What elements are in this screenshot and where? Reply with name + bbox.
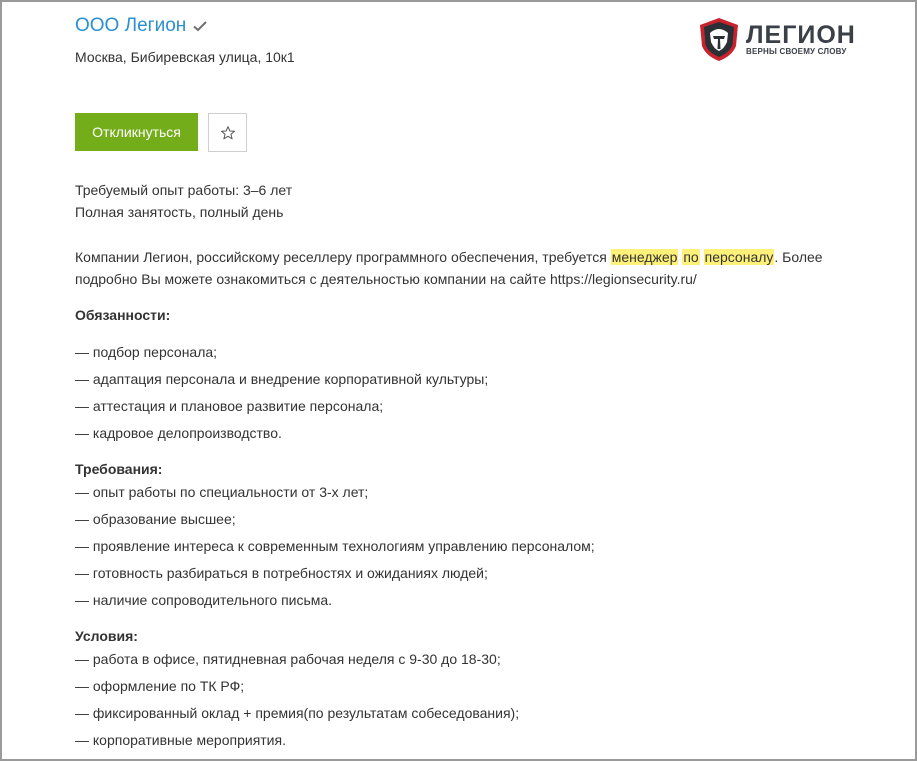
logo-slogan: ВЕРНЫ СВОЕМУ СЛОВУ bbox=[746, 47, 847, 56]
highlight-term: по bbox=[683, 249, 699, 265]
company-logo bbox=[696, 16, 856, 62]
list-item: — образование высшее; bbox=[75, 506, 595, 533]
conditions-list bbox=[75, 646, 519, 754]
verified-check-icon bbox=[192, 18, 208, 34]
vacancy-meta bbox=[75, 179, 292, 223]
vacancy-description bbox=[75, 246, 865, 290]
list-item: — проявление интереса к современным технологиям управлению персоналом; bbox=[75, 533, 595, 560]
logo-name: ЛЕГИОН bbox=[746, 21, 856, 49]
list-item: — готовность разбираться в потребностях и ожиданиях людей; bbox=[75, 560, 595, 587]
duties-heading: Обязанности: bbox=[75, 307, 171, 323]
company-header bbox=[75, 15, 208, 37]
list-item: — кадровое делопроизводство. bbox=[75, 420, 488, 447]
employment-text: Полная занятость, полный день bbox=[75, 204, 284, 220]
respond-button[interactable]: Откликнуться bbox=[75, 113, 198, 151]
description-text: . Более подробно Вы можете ознакомиться с деятельностью компании на сайте https://legionsecurity.ru/ bbox=[75, 249, 823, 287]
highlight-term: персоналу bbox=[704, 249, 774, 265]
highlight-term: менеджер bbox=[611, 249, 678, 265]
duties-list bbox=[75, 339, 488, 447]
conditions-heading: Условия: bbox=[75, 628, 138, 644]
star-icon bbox=[220, 125, 236, 141]
list-item: — наличие сопроводительного письма. bbox=[75, 587, 595, 614]
list-item: — опыт работы по специальности от 3-х лет; bbox=[75, 479, 595, 506]
list-item: — работа в офисе, пятидневная рабочая неделя с 9-30 до 18-30; bbox=[75, 646, 519, 673]
description-text: Компании Легион, российскому реселлеру программного обеспечения, требуется bbox=[75, 249, 611, 265]
legion-helmet-icon bbox=[696, 16, 742, 62]
requirements-list bbox=[75, 479, 595, 614]
requirements-heading: Требования: bbox=[75, 461, 163, 477]
list-item: — фиксированный оклад + премия(по результатам собеседования); bbox=[75, 700, 519, 727]
company-name-link[interactable]: ООО Легион bbox=[75, 15, 187, 36]
list-item: — корпоративные мероприятия. bbox=[75, 727, 519, 754]
list-item: — оформление по ТК РФ; bbox=[75, 673, 519, 700]
list-item: — адаптация персонала и внедрение корпоративной культуры; bbox=[75, 366, 488, 393]
list-item: — подбор персонала; bbox=[75, 339, 488, 366]
favorite-button[interactable] bbox=[208, 113, 247, 152]
experience-text: Требуемый опыт работы: 3–6 лет bbox=[75, 182, 293, 198]
company-address: Москва, Бибиревская улица, 10к1 bbox=[75, 49, 295, 65]
list-item: — аттестация и плановое развитие персонала; bbox=[75, 393, 488, 420]
